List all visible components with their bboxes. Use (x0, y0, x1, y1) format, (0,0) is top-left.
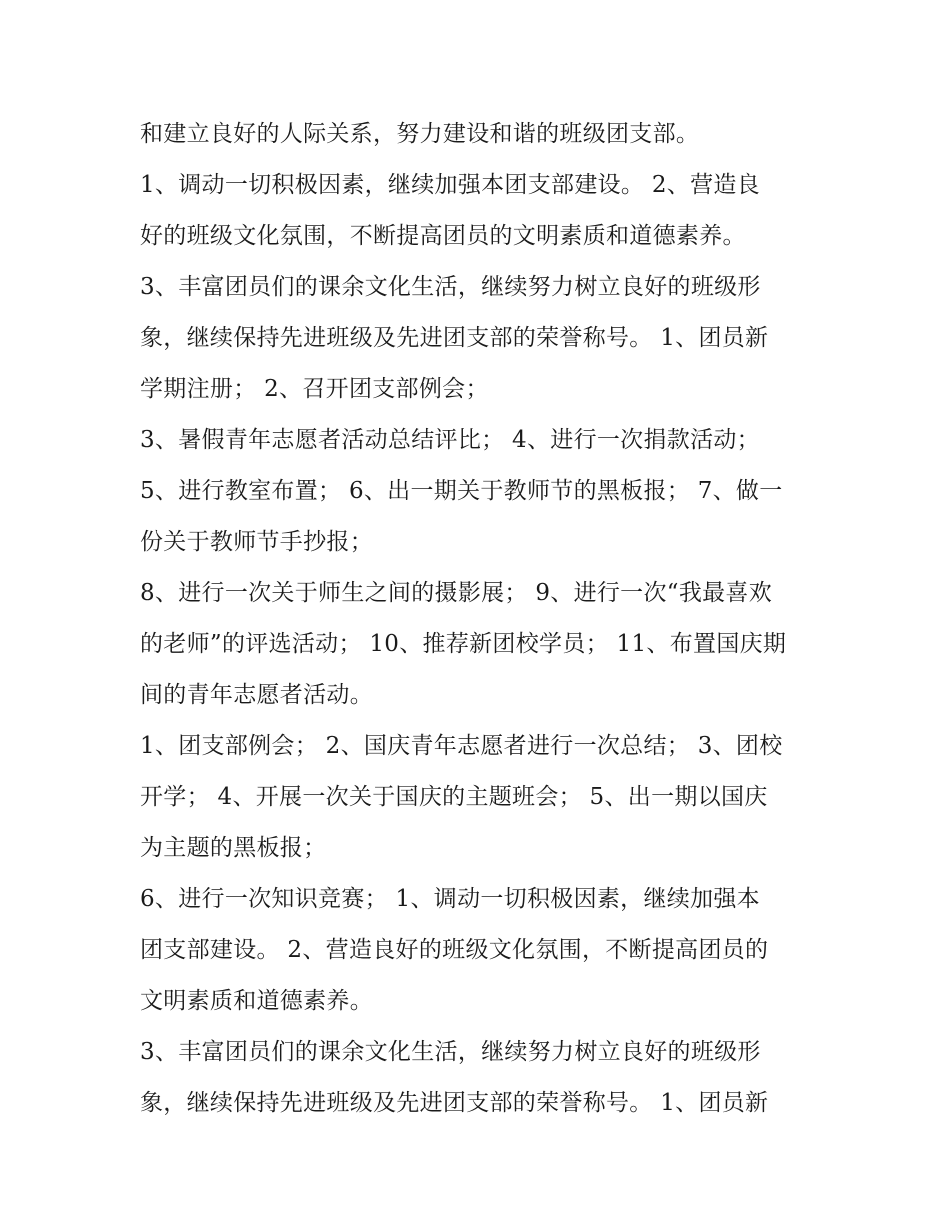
text-line: 3、丰富团员们的课余文化生活，继续努力树立良好的班级形 (140, 1039, 761, 1065)
text-line: 好的班级文化氛围，不断提高团员的文明素质和道德素养。 (140, 223, 746, 249)
text-line: 象，继续保持先进班级及先进团支部的荣誉称号。 1、团员新 (140, 1090, 769, 1116)
body-text (140, 109, 840, 1129)
text-line: 5、进行教室布置； 6、出一期关于教师节的黑板报； 7、做一 (140, 478, 783, 504)
text-line: 的老师”的评选活动； 10、推荐新团校学员； 11、布置国庆期 (140, 631, 787, 657)
text-line: 间的青年志愿者活动。 (140, 682, 373, 708)
text-line: 学期注册； 2、召开团支部例会； (140, 376, 489, 402)
text-line: 6、进行一次知识竞赛； 1、调动一切积极因素，继续加强本 (140, 886, 760, 912)
text-line: 3、暑假青年志愿者活动总结评比； 4、进行一次捐款活动； (140, 427, 760, 453)
text-line: 3、丰富团员们的课余文化生活，继续努力树立良好的班级形 (140, 274, 761, 300)
text-line: 开学； 4、开展一次关于国庆的主题班会； 5、出一期以国庆 (140, 784, 768, 810)
text-line: 文明素质和道德素养。 (140, 988, 373, 1014)
text-line: 和建立良好的人际关系，努力建设和谐的班级团支部。 (140, 121, 700, 147)
text-line: 为主题的黑板报； (140, 835, 327, 861)
text-line: 象，继续保持先进班级及先进团支部的荣誉称号。 1、团员新 (140, 325, 769, 351)
text-line: 1、调动一切积极因素，继续加强本团支部建设。 2、营造良 (140, 172, 760, 198)
text-line: 团支部建设。 2、营造良好的班级文化氛围，不断提高团员的 (140, 937, 769, 963)
text-line: 1、团支部例会； 2、国庆青年志愿者进行一次总结； 3、团校 (140, 733, 783, 759)
text-line: 8、进行一次关于师生之间的摄影展； 9、进行一次“我最喜欢 (140, 580, 773, 606)
text-line: 份关于教师节手抄报； (140, 529, 373, 555)
